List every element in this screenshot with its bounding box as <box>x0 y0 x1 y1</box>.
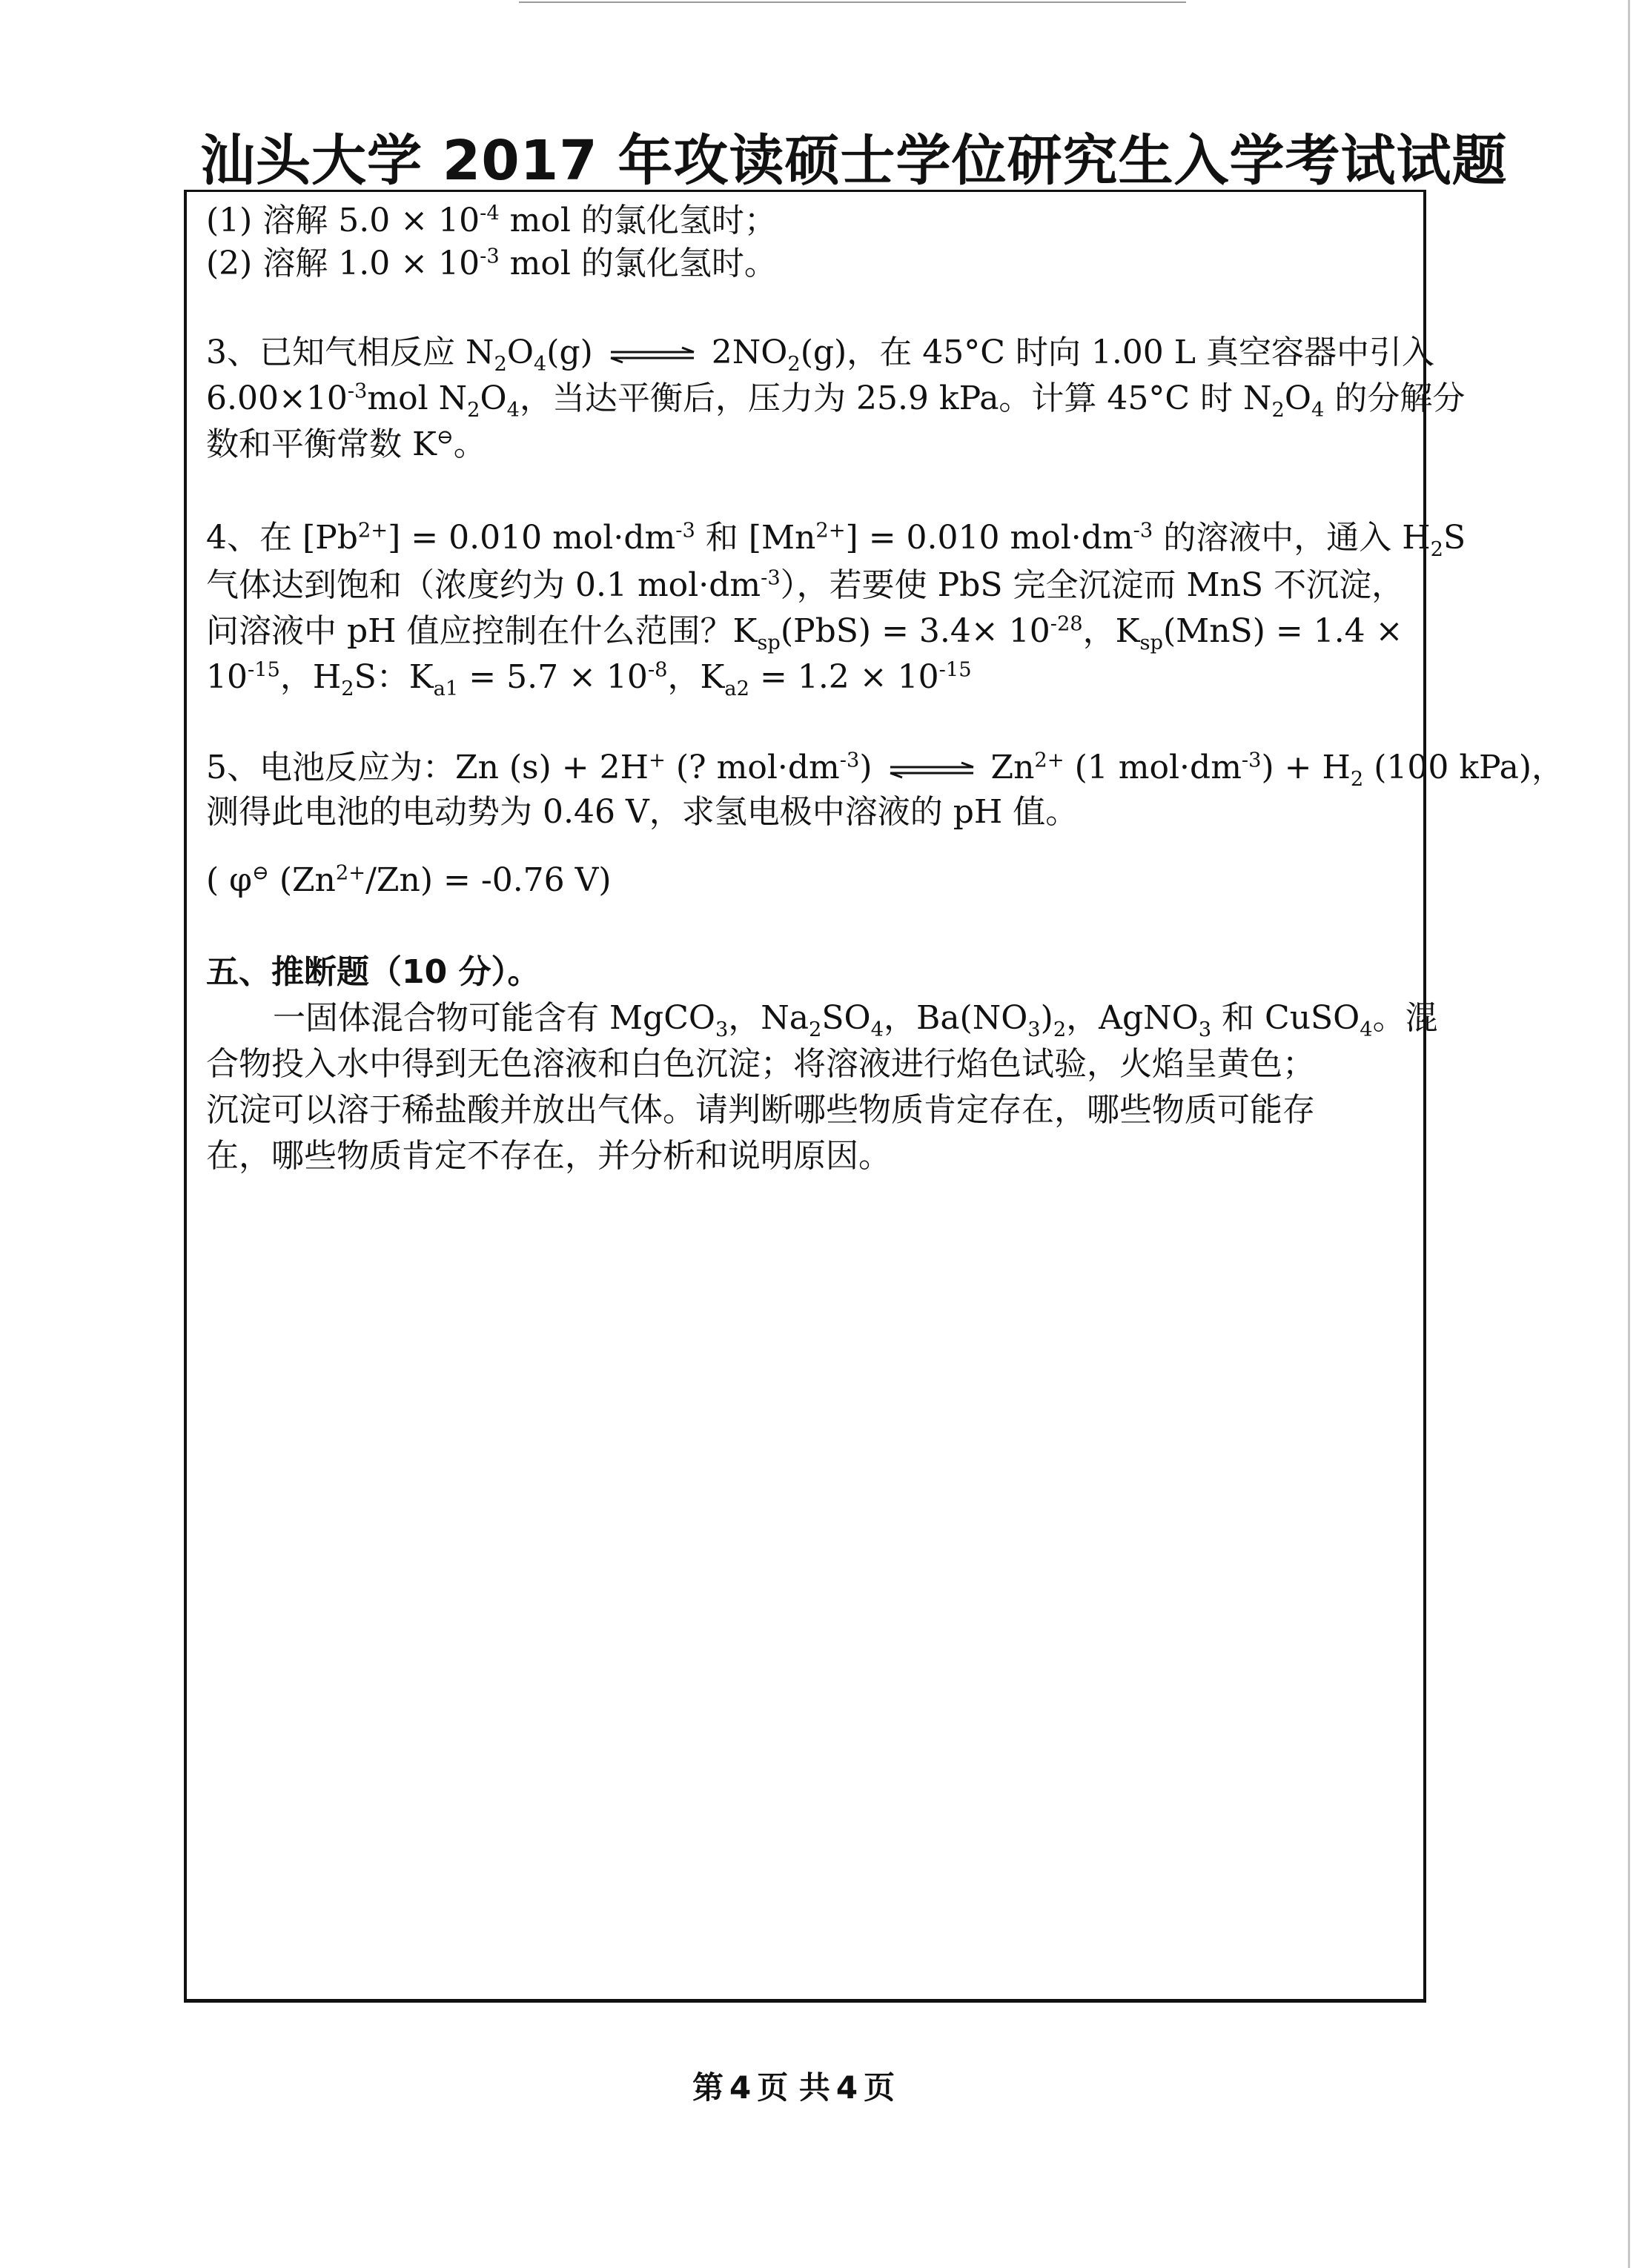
q4-line1: 4、在 $[Pb^{2+}] = 0.010$ $mol\cdot dm^{-3}$ 和 $[Mn^{2+}] = 0.010$ $mol\cdot dm^{-3}$ 的溶液中，通入 $H_2S$ <box>206 519 1466 561</box>
q4-line3: 问溶液中 pH 值应控制在什么范围？$K_{sp}(PbS) = 3.4\times 10^{-28}$，$K_{sp}(MnS) = 1.4$ × <box>206 612 1403 654</box>
equilibrium-arrow-icon <box>608 346 697 364</box>
q4-line2: 气体达到饱和（浓度约为 0.1 $mol\cdot dm^{-3}$），若要使 PbS 完全沉淀而 MnS 不沉淀， <box>206 566 1405 604</box>
q3-line3: 数和平衡常数 K⊖。 <box>206 425 486 463</box>
q5-line1: 5、电池反应为：Zn (s) + 2H+ (? $mol\cdot dm^{-3}$) $Zn^{2+}$ (1 $mol\cdot dm^{-3}) + H_2$ (100 kPa)， <box>206 749 1565 791</box>
q2-part1: (1) 溶解 $5.0 \times 10^{-4}$ mol 的氯化氢时； <box>206 202 777 239</box>
q5-line3: ( φ⊖ $(Zn^{2+}/Zn) = -0.76$ V) <box>206 861 612 899</box>
section-heading: 五、推断题（10 分）。 <box>206 953 540 991</box>
section5-line1: 一固体混合物可能含有 MgCO$_3$，$Na_2SO_4$，$Ba(NO_3)_2$，AgNO$_3$ 和 CuSO$_4$。混 <box>273 999 1438 1041</box>
page-footer: 第 4 页 共 4 页 <box>692 2069 895 2106</box>
page-title: 汕头大学 2017 年攻读硕士学位研究生入学考试试题 <box>200 129 1508 193</box>
q5-line2: 测得此电池的电动势为 0.46 V，求氢电极中溶液的 pH 值。 <box>206 793 1079 831</box>
scan-artifact-edge <box>1628 0 1630 2268</box>
q3-line1: 3、已知气相反应 $N_2O_4(g)$ $2NO_2(g)$，在 45°C 时向 1.00 L 真空容器中引入 <box>206 334 1434 376</box>
section5-line3: 沉淀可以溶于稀盐酸并放出气体。请判断哪些物质肯定存在，哪些物质可能存 <box>206 1091 1315 1129</box>
q2-part2: (2) 溶解 $1.0 \times 10^{-3}$ mol 的氯化氢时。 <box>206 245 777 282</box>
scan-artifact-top <box>519 1 1186 3</box>
q4-line4: $10^{-15}$，$H_2S$：$K_{a1} = 5.7 \times 10^{-8}$，$K_{a2} = 1.2 \times 10^{-15}$ <box>206 658 972 700</box>
section5-line2: 合物投入水中得到无色溶液和白色沉淀；将溶液进行焰色试验，火焰呈黄色； <box>206 1045 1315 1083</box>
q3-line2: $6.00\times 10^{-3}mol$ $N_2O_4$，当达平衡后，压力为 25.9 kPa。计算 45°C 时 $N_2O_4$ 的分解分 <box>206 379 1466 422</box>
section5-line4: 在，哪些物质肯定不存在，并分析和说明原因。 <box>206 1137 891 1175</box>
equilibrium-arrow-icon <box>887 761 976 779</box>
